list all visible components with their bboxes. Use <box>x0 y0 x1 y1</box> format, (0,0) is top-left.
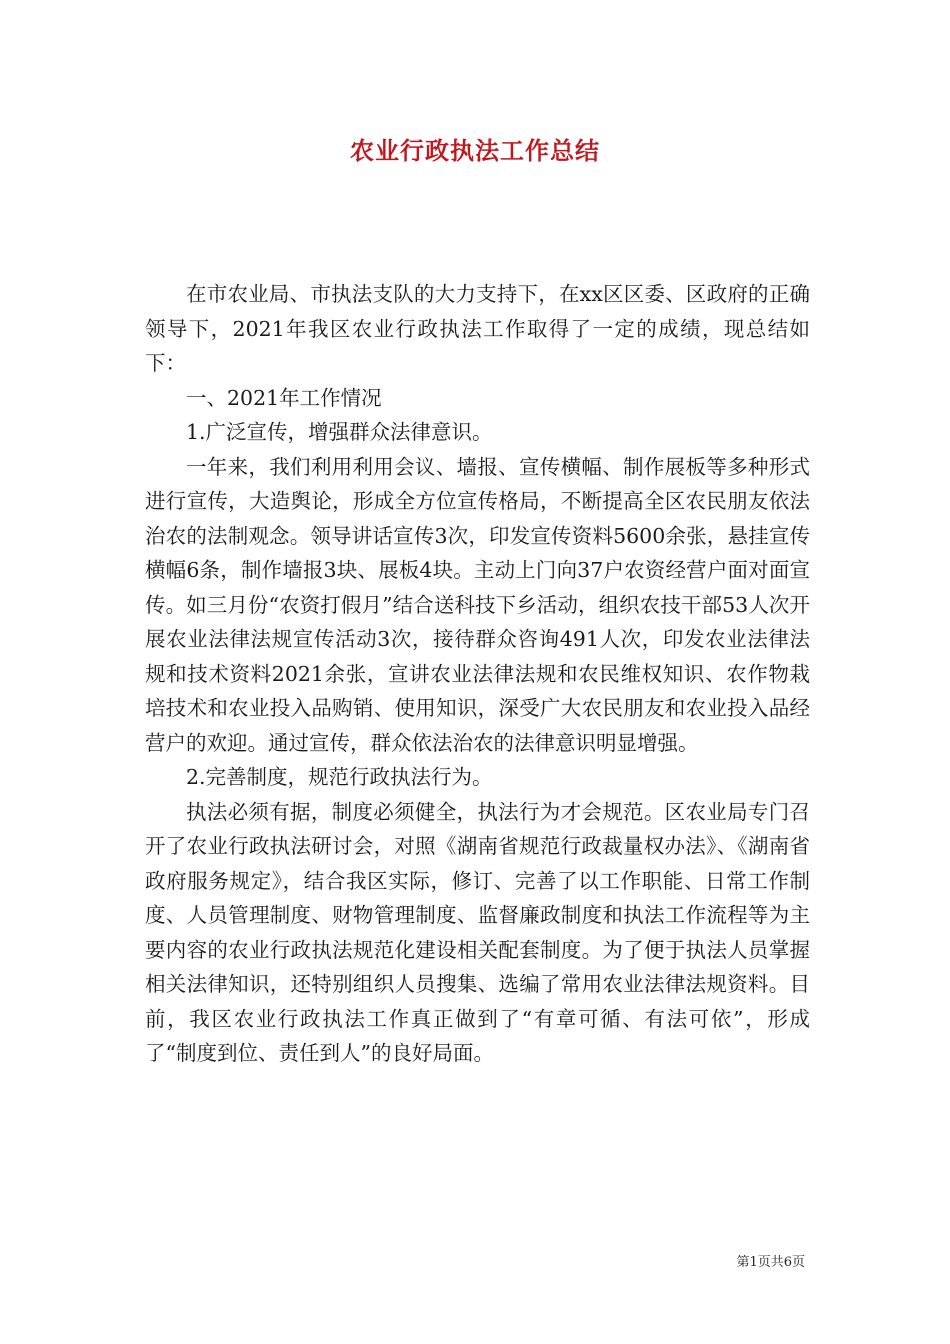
page-number: 第1页共6页 <box>736 1255 805 1270</box>
subheading-1: 1.广泛宣传，增强群众法律意识。 <box>186 420 493 444</box>
document-title: 农业行政执法工作总结 <box>350 136 600 165</box>
intro-paragraph: 在市农业局、市执法支队的大力支持下，在xx区区委、区政府的正确领导下，2021年我区农业行政执法工作取得了一定的成绩，现总结如下： <box>145 282 810 375</box>
document-body <box>145 277 810 1071</box>
body-paragraph-2: 执法必须有据，制度必须健全，执法行为才会规范。区农业局专门召开了农业行政执法研讨会，对照《湖南省规范行政裁量权办法》、《湖南省政府服务规定》，结合我区实际，修订、完善了以工作职能、日常工作制度、人员管理制度、财物管理制度、监督廉政制度和执法工作流程等为主要内容的农业行政执法规范化建设相关配套制度。为了便于执法人员掌握相关法律知识，还特别组织人员搜集、选编了常用农业法律法规资料。目前，我区农业行政执法工作真正做到了“有章可循、有法可依”，形成了“制度到位、责任到人”的良好局面。 <box>145 799 810 1065</box>
body-paragraph-1: 一年来，我们利用利用会议、墙报、宣传横幅、制作展板等多种形式进行宣传，大造舆论，形成全方位宣传格局，不断提高全区农民朋友依法治农的法制观念。领导讲话宣传3次，印发宣传资料5600余张，悬挂宣传横幅6条，制作墙报3块、展板4块。主动上门向37户农资经营户面对面宣传。如三月份“农资打假月”结合送科技下乡活动，组织农技干部53人次开展农业法律法规宣传活动3次，接待群众咨询491人次，印发农业法律法规和技术资料2021余张，宣讲农业法律法规和农民维权知识、农作物栽培技术和农业投入品购销、使用知识，深受广大农民朋友和农业投入品经营户的欢迎。通过宣传，群众依法治农的法律意识明显增强。 <box>145 454 810 755</box>
subheading-2: 2.完善制度，规范行政执法行为。 <box>186 765 493 789</box>
section-heading: 一、2021年工作情况 <box>186 385 382 410</box>
